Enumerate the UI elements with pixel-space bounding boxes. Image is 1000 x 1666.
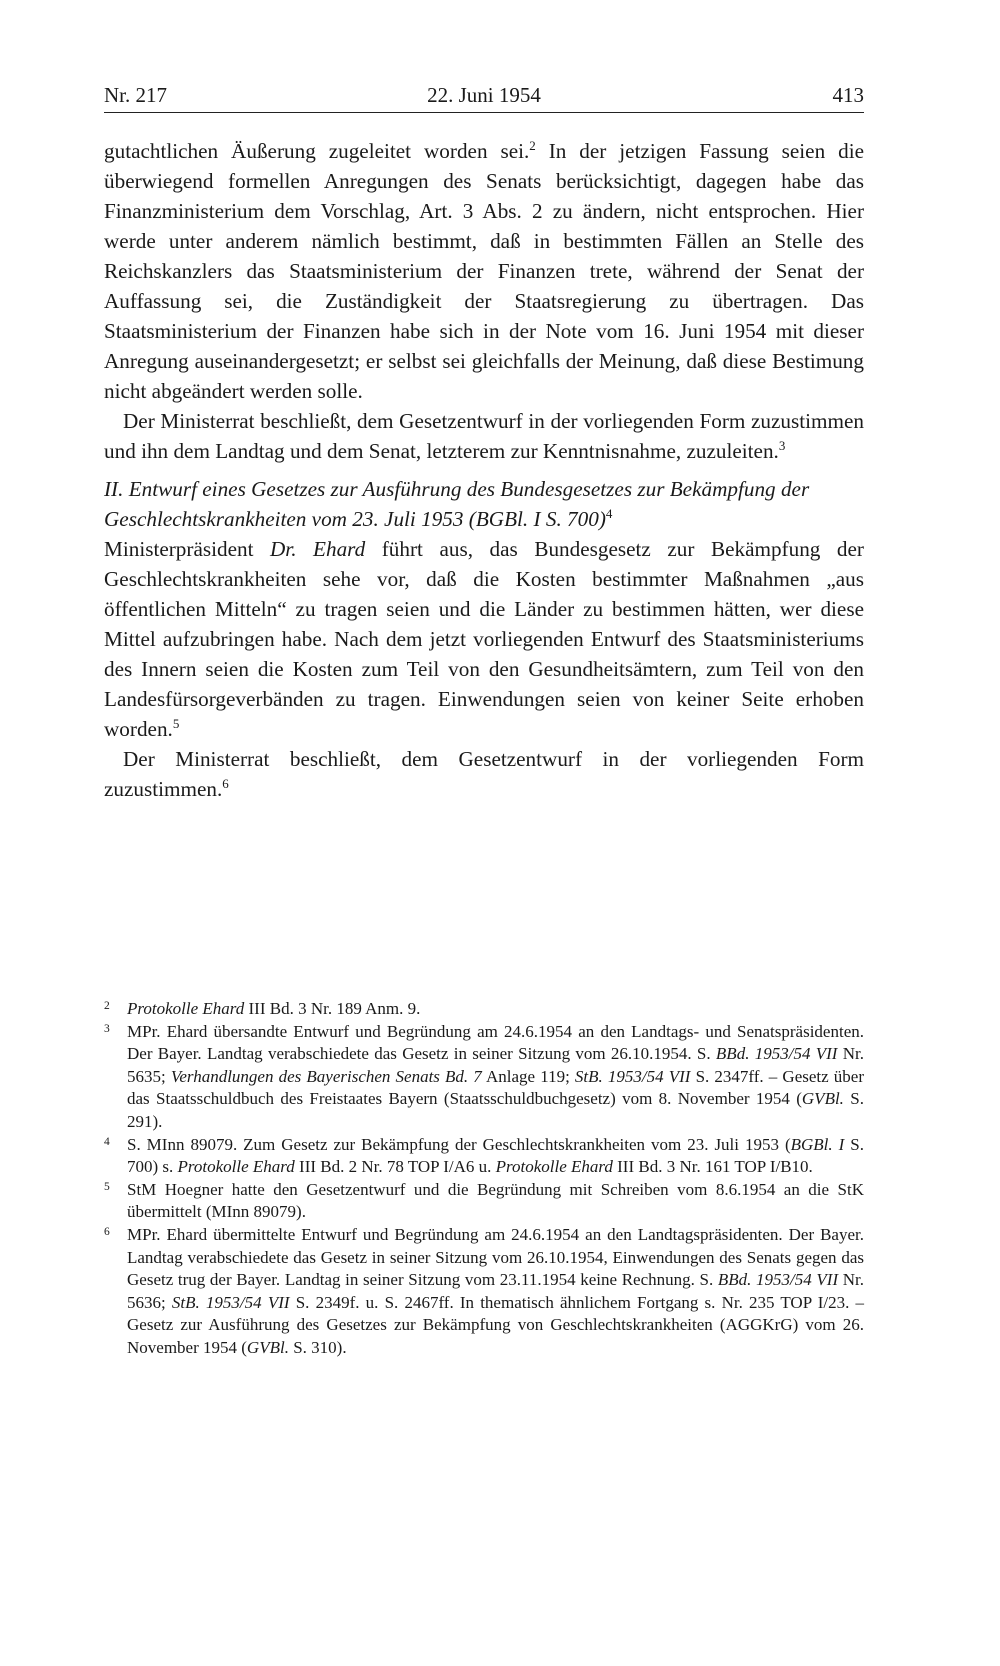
- citation-italic: StB. 1953/54 VII: [574, 1066, 691, 1086]
- footnote-text: [127, 999, 420, 1018]
- paragraph-2-resolution: [104, 406, 864, 466]
- citation-italic: Protokolle Ehard: [495, 1157, 613, 1177]
- paragraph-3: [104, 534, 864, 744]
- section-heading-text: II. Entwurf eines Gesetzes zur Ausführung des Bundesgesetzes zur Bekämpfung der Geschlechtskrankheiten vom 23. Juli 1953 (BGBl. I S. 700): [104, 477, 810, 531]
- footnote-run: S. 2349f. u. S. 2467ff. In thematisch ähnlichem Fortgang s. Nr. 235 TOP I/23. – Gesetz zur Ausführung des Gesetzes zur Bekämpfung von Geschlechtskrankheiten (AGGKrG) vom 26. November 1954 (: [127, 1292, 864, 1357]
- paragraph-text: Ministerpräsident: [104, 537, 270, 561]
- footnote-6: [104, 1224, 864, 1360]
- footnote-number: 4: [104, 1135, 110, 1148]
- footnote-5: [104, 1179, 864, 1224]
- footnote-run: S. 310).: [288, 1337, 347, 1357]
- citation-italic: BBd. 1953/54 VII: [715, 1044, 838, 1064]
- footnote-run: III Bd. 3 Nr. 161 TOP I/B10.: [612, 1157, 813, 1177]
- paragraph-text: Der Ministerrat beschließt, dem Gesetzentwurf in der vorliegenden Form zuzustimmen und ihn dem Landtag und dem Senat, letzterem zur Kenntnisnahme, zuzuleiten.: [104, 409, 864, 463]
- footnote-number: 5: [104, 1180, 110, 1193]
- paragraph-text: Der Ministerrat beschließt, dem Gesetzentwurf in der vorliegenden Form zuzustimmen.: [104, 747, 864, 801]
- footnote-number: 3: [104, 1022, 110, 1035]
- document-number: Nr. 217: [104, 83, 167, 107]
- paragraph-text: gutachtlichen Äußerung zugeleitet worden sei.: [104, 139, 530, 163]
- header-date: 22. Juni 1954: [427, 83, 541, 107]
- footnote-ref-2[interactable]: 2: [529, 138, 536, 153]
- paragraph-text: In der jetzigen Fassung seien die überwiegend formellen Anregungen des Senats berücksichtigt, dagegen habe das Finanzministerium dem Vorschlag, Art. 3 Abs. 2 zu ändern, nicht entsprochen. Hier werde unter anderem nämlich bestimmt, daß in bestimmten Fällen an Stelle des Reichskanzlers das Staatsministerium der Finanzen trete, während der Senat der Auffassung sei, die Zuständigkeit der Staatsregierung zu übertragen. Das Staatsministerium der Finanzen habe sich in der Note vom 16. Juni 1954 mit dieser Anregung auseinandergesetzt; er selbst sei gleichfalls der Meinung, daß diese Bestimung nicht abgeändert werden solle.: [104, 139, 864, 403]
- footnote-text: [127, 1180, 864, 1222]
- footnote-run: III Bd. 3 Nr. 189 Anm. 9.: [244, 999, 421, 1018]
- page-number: 413: [832, 83, 864, 107]
- footnote-run: StM Hoegner hatte den Gesetzentwurf und die Begründung mit Schreiben vom 8.6.1954 an die StK übermittelt (MInn 89079).: [127, 1179, 864, 1222]
- section-heading: [104, 474, 864, 534]
- running-header: [104, 82, 864, 108]
- footnote-number: 6: [104, 1225, 110, 1238]
- footnote-run: S. 2347ff. – Gesetz über das Staatsschuldbuch des Freistaates Bayern (Staatsschuldbuchgesetz) vom 8. November 1954 (: [127, 1066, 864, 1109]
- footnote-run: MPr. Ehard übersandte Entwurf und Begründung am 24.6.1954 an den Landtags- und Senatspräsidenten. Der Bayer. Landtag verabschiedete das Gesetz in seiner Sitzung vom 26.10.1954. S.: [127, 1021, 864, 1064]
- footnote-text: [127, 1225, 864, 1357]
- footnote-run: S. MInn 89079. Zum Gesetz zur Bekämpfung der Geschlechtskrankheiten vom 23. Juli 1953 (: [127, 1134, 791, 1154]
- footnote-run: S. 291).: [127, 1089, 864, 1131]
- main-text: [104, 136, 864, 804]
- footnote-run: S. 700) s.: [127, 1134, 864, 1177]
- footnotes-section: [104, 998, 864, 1360]
- paragraph-text: führt aus, das Bundesgesetz zur Bekämpfung der Geschlechtskrankheiten sehe vor, daß die Kosten bestimmter Maßnahmen „aus öffentlichen Mitteln“ zu tragen seien und die Länder zu bestimmen hätten, wer diese Mittel aufzubringen habe. Nach dem jetzt vorliegenden Entwurf des Staatsministeriums des Innern seien die Kosten zum Teil von den Gesundheitsämtern, zum Teil von den Landesfürsorgeverbänden zu tragen. Einwendungen seien von keiner Seite erhoben worden.: [104, 537, 864, 741]
- citation-italic: Protokolle Ehard: [177, 1157, 295, 1177]
- citation-italic: GVBl.: [246, 1337, 289, 1357]
- footnote-text: [127, 1135, 864, 1177]
- person-name: Dr. Ehard: [270, 537, 366, 561]
- footnote-ref-3[interactable]: 3: [778, 438, 786, 453]
- footnote-2: [104, 998, 864, 1021]
- footnote-number: 2: [104, 1000, 110, 1012]
- footnote-ref-6[interactable]: 6: [222, 776, 229, 791]
- citation-italic: BBd. 1953/54 VII: [717, 1270, 839, 1290]
- citation-italic: StB. 1953/54 VII: [171, 1292, 290, 1312]
- footnote-3: [104, 1021, 864, 1134]
- citation-italic: Protokolle Ehard: [127, 999, 245, 1018]
- header-rule: [104, 112, 864, 113]
- footnote-4: [104, 1134, 864, 1179]
- footnote-ref-5[interactable]: 5: [172, 716, 180, 731]
- footnote-run: MPr. Ehard übermittelte Entwurf und Begründung am 24.6.1954 an den Landtagspräsidenten. Der Bayer. Landtag verabschiedete das Gesetz in seiner Sitzung vom 26.10.1954, Einwendungen des Senats gegen das Gesetz trug der Bayer. Landtag in seiner Sitzung vom 23.11.1954 keine Rechnung. S.: [127, 1224, 864, 1290]
- citation-italic: BGBl. I: [790, 1134, 845, 1154]
- footnote-run: Anlage 119;: [481, 1066, 575, 1086]
- footnote-run: Nr. 5636;: [127, 1270, 865, 1312]
- paragraph-1: [104, 136, 864, 406]
- footnote-ref-4[interactable]: 4: [605, 506, 613, 521]
- footnote-run: Nr. 5635;: [127, 1044, 864, 1086]
- paragraph-4-resolution: [104, 744, 864, 804]
- citation-italic: Verhandlungen des Bayerischen Senats Bd. 7: [170, 1066, 482, 1086]
- footnote-text: [127, 1022, 864, 1131]
- footnote-run: III Bd. 2 Nr. 78 TOP I/A6 u.: [294, 1157, 496, 1177]
- citation-italic: GVBl.: [801, 1089, 844, 1109]
